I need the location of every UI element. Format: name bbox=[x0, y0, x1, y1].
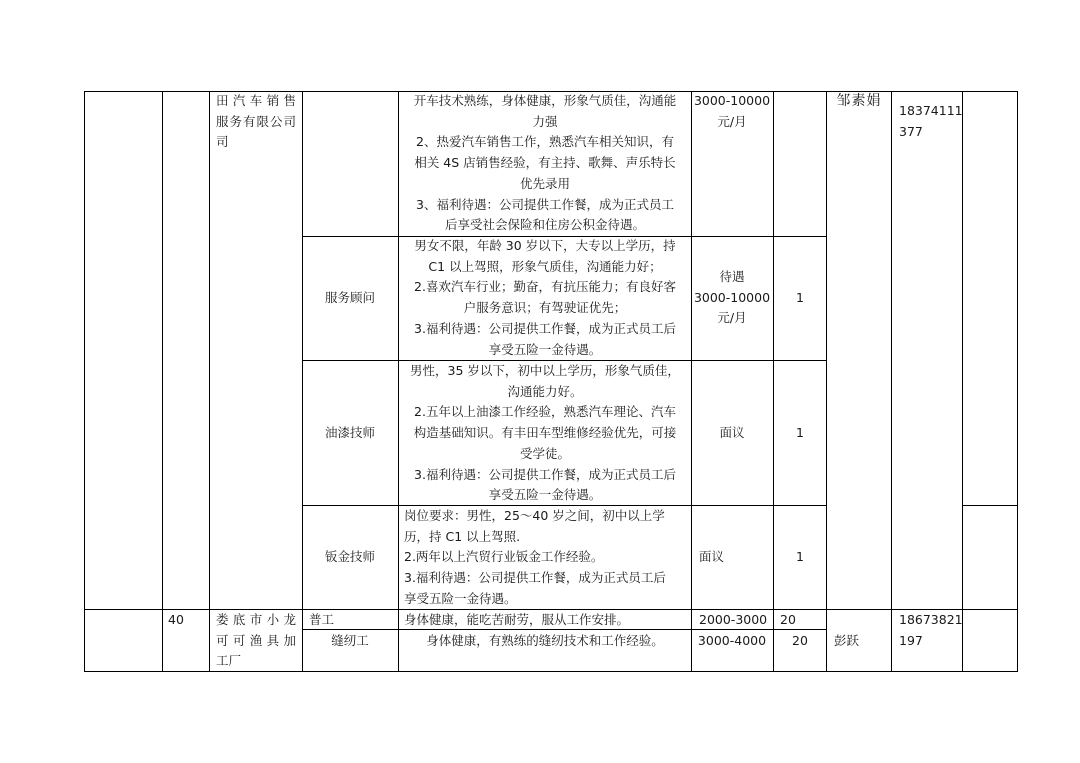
phone-number: 18673821 197 bbox=[899, 612, 963, 648]
column-divider bbox=[962, 91, 963, 672]
headcount: 20 bbox=[780, 612, 796, 627]
column-divider bbox=[209, 91, 210, 672]
job-requirements: 岗位要求：男性，25～40 岁之间，初中以上学 历，持 C1 以上驾照. 2.两年以上汽贸行业钣金工作经验。 3.福利待遇：公司提供工作餐，成为正式员工后 享受五险一金待遇。 bbox=[404, 508, 666, 606]
table-bottom-border bbox=[84, 671, 1018, 672]
job-title: 钣金技师 bbox=[324, 549, 375, 564]
contact-person: 彭跃 bbox=[834, 633, 860, 648]
headcount: 20 bbox=[792, 633, 808, 648]
salary: 2000-3000 bbox=[699, 612, 768, 627]
job-requirements: 男女不限，年龄 30 岁以下，大专以上学历，持 C1 以上驾照，形象气质佳，沟通能力好； 2.喜欢汽车行业；勤奋，有抗压能力；有良好客 户服务意识；有驾驶证优先； 3.福利待遇：公司提供工作餐，成为正式员工后 享受五险一金待遇。 bbox=[414, 238, 676, 357]
job-title: 缝纫工 bbox=[331, 633, 369, 648]
salary: 面议 bbox=[719, 425, 745, 440]
job-requirements: 男性，35 岁以下，初中以上学历，形象气质佳， 沟通能力好。 2.五年以上油漆工作经验，熟悉汽车理论、汽车 构造基础知识。有丰田车型维修经验优先，可接 受学徒。 3.福利待遇：公司提供工作餐，成为正式员工后 享受五险一金待遇。 bbox=[410, 363, 680, 503]
company-name: 工厂 bbox=[216, 653, 242, 668]
salary: 3000-4000 bbox=[697, 633, 767, 648]
column-divider bbox=[773, 91, 774, 672]
row-divider bbox=[962, 505, 1018, 506]
column-divider bbox=[826, 91, 827, 672]
company-name: 司 bbox=[216, 134, 229, 149]
job-title: 油漆技师 bbox=[324, 425, 375, 440]
headcount: 1 bbox=[796, 549, 804, 564]
company-name: 田汽车销售 服务有限公司 bbox=[216, 93, 296, 129]
salary: 3000-10000 元/月 bbox=[693, 93, 771, 129]
salary: 待遇 3000-10000 元/月 bbox=[693, 269, 771, 326]
job-requirements: 开车技术熟练，身体健康，形象气质佳，沟通能 力强 2、热爱汽车销售工作，熟悉汽车相关知识，有 相关 4S 店销售经验，有主持、歌舞、声乐特长 优先录用 3、福利待遇：公司提供工作餐，成为正式员工 后享受社会保险和住房公积金待遇。 bbox=[413, 93, 677, 233]
column-divider bbox=[691, 91, 692, 672]
job-requirements: 身体健康，能吃苦耐劳，服从工作安排。 bbox=[404, 612, 630, 627]
job-requirements: 身体健康，有熟练的缝纫技术和工作经验。 bbox=[426, 633, 664, 648]
table-left-border bbox=[84, 91, 85, 672]
column-divider bbox=[398, 91, 399, 672]
job-title: 服务顾问 bbox=[324, 290, 375, 305]
headcount: 1 bbox=[796, 425, 804, 440]
column-divider bbox=[302, 91, 303, 672]
table-right-border bbox=[1017, 91, 1018, 672]
company-name: 娄底市小龙 可可渔具加 bbox=[216, 612, 296, 648]
contact-person: 邹素娟 bbox=[836, 93, 882, 109]
phone-number: 18374111 377 bbox=[899, 103, 963, 139]
row-index: 40 bbox=[168, 612, 184, 627]
column-divider bbox=[162, 91, 163, 672]
job-title: 普工 bbox=[309, 612, 335, 627]
headcount: 1 bbox=[796, 290, 804, 305]
column-divider bbox=[891, 91, 892, 672]
salary: 面议 bbox=[699, 549, 725, 564]
